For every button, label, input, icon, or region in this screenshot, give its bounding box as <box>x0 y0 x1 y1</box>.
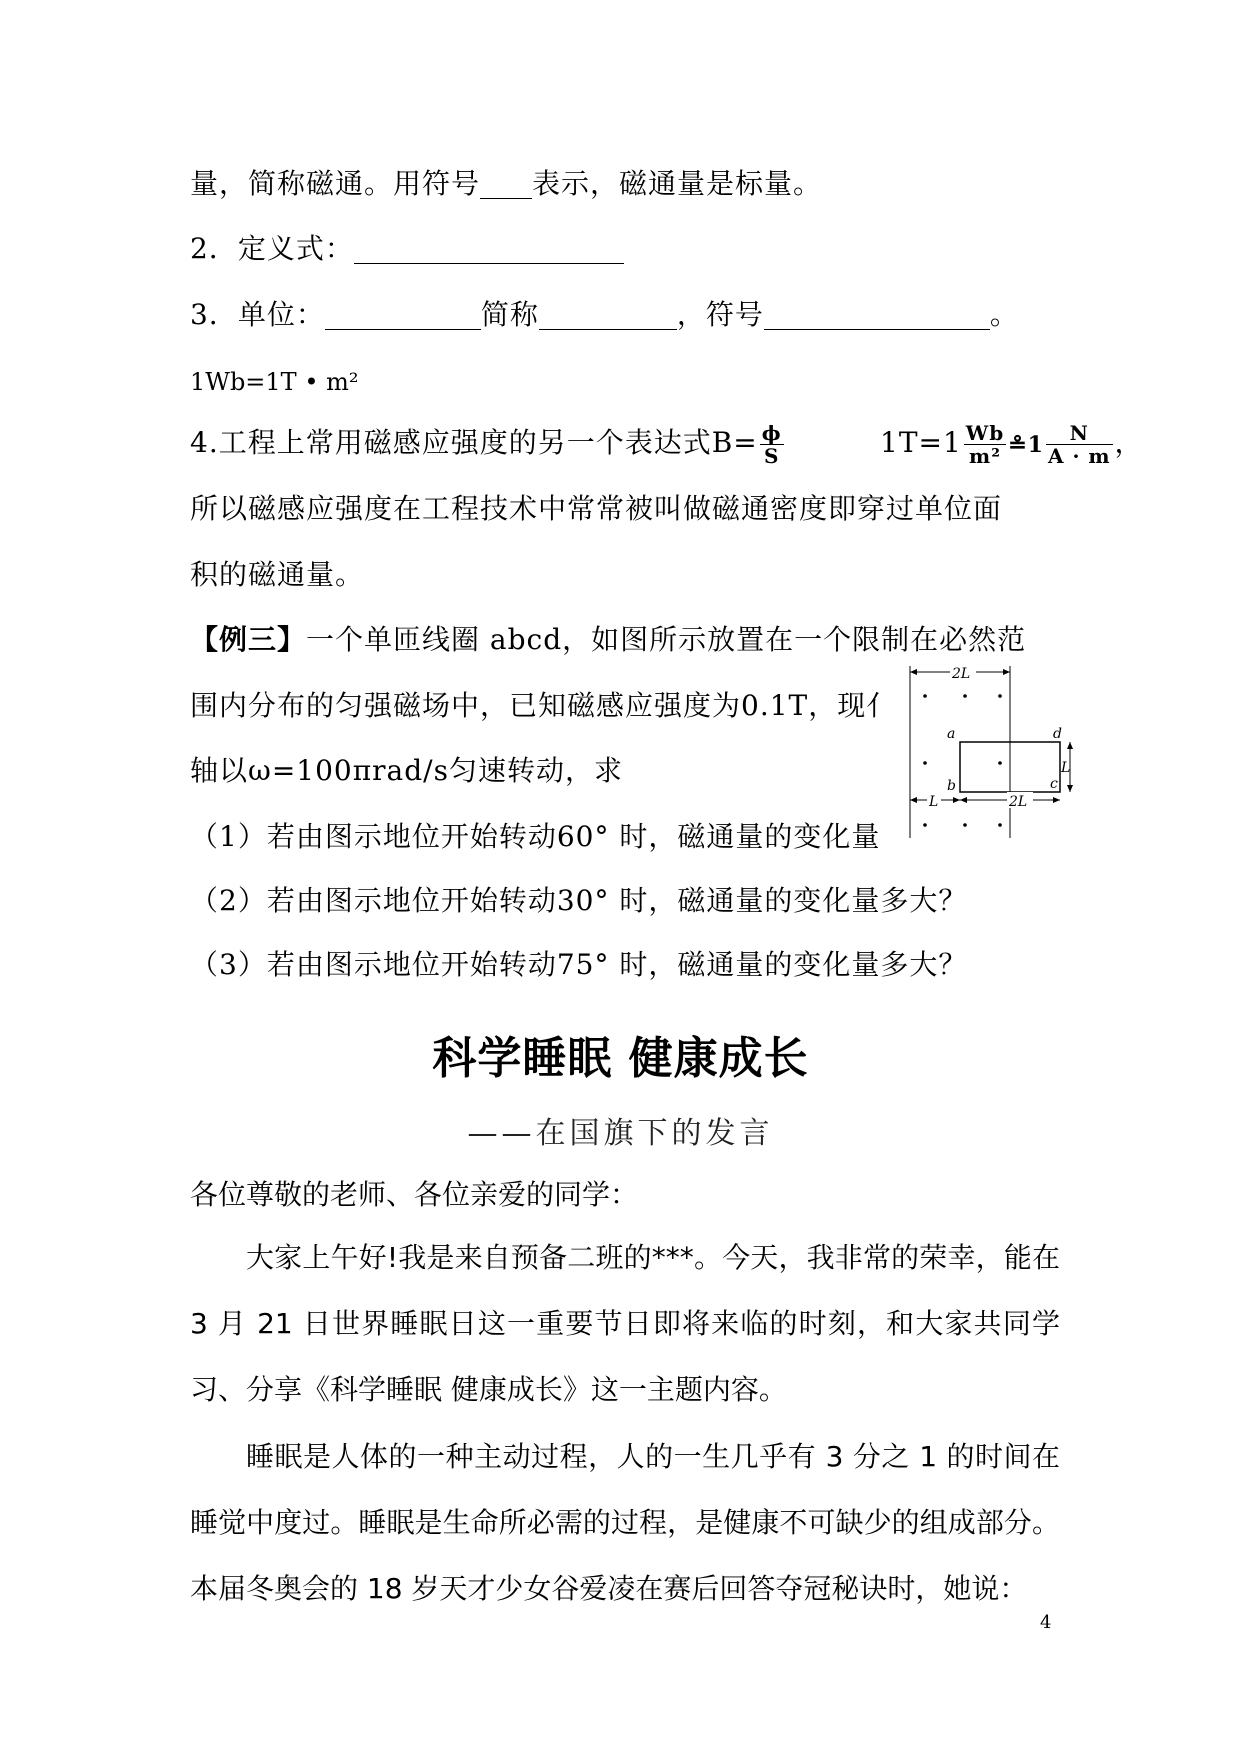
question-1: （1）若由图示地位开始转动60° 时，磁通量的变化量 <box>190 820 881 853</box>
speech-greeting: 各位尊敬的老师、各位亲爱的同学： <box>190 1178 639 1211</box>
label-2l-top: 2L <box>952 666 971 682</box>
flux-intro-text-end: 表示，磁通量是标量。 <box>532 167 823 200</box>
speech-paragraph-1: 大家上午好!我是来自预备二班的***。今天，我非常的荣幸，能在 3 月 21 日世界睡眠日这一重要节日即将来临的时刻，和大家共同学习、分享《科学睡眠 健康成长》这一主题内容。 <box>190 1241 1060 1406</box>
label-2l-bottom: 2L <box>1009 794 1028 810</box>
unit-symbol-blank <box>764 299 990 330</box>
unit-line <box>190 295 1019 335</box>
unit-blank <box>325 299 481 330</box>
item4-text: 4.工程上常用磁感应强度的另一个表达式B= <box>190 426 758 459</box>
field-dot <box>963 823 967 827</box>
flux-density-line: 所以磁感应强度在工程技术中常常被叫做磁通密度即穿过单位面 <box>190 492 1003 525</box>
tesla-relation-mid: ≗1 <box>1008 432 1044 458</box>
field-dot <box>923 694 927 698</box>
n-fraction-num: N <box>1046 422 1113 445</box>
unit-label: 3．单位： <box>190 298 325 331</box>
definition-label: 2．定义式： <box>190 232 354 265</box>
unit-symbol-label: ，符号 <box>676 298 764 331</box>
field-dot <box>998 761 1002 765</box>
page-number: 4 <box>1040 1612 1052 1633</box>
label-d: d <box>1053 726 1062 742</box>
label-l-right: L <box>1061 760 1071 776</box>
unit-abbr-blank <box>539 299 677 330</box>
field-dot <box>998 823 1002 827</box>
label-b: b <box>947 778 956 794</box>
flux-intro-text: 量，简称磁通。用符号 <box>190 167 481 200</box>
b-fraction-num: ϕ <box>761 421 782 445</box>
speech-title: 科学睡眠 健康成长 <box>432 1033 809 1084</box>
wb-fraction-num: Wb <box>965 421 1005 445</box>
wb-fraction-den: m² <box>969 444 1001 468</box>
wb-relation: 1Wb=1T • m² <box>190 368 359 396</box>
tesla-relation-post: ， <box>1114 426 1144 459</box>
item4-line <box>190 422 786 467</box>
label-a: a <box>947 726 956 742</box>
example-line-1 <box>190 620 1026 660</box>
field-dot <box>923 823 927 827</box>
example-line-3: 轴以ω=100πrad/s匀速转动，求 <box>190 754 623 787</box>
n-fraction-den: A · m <box>1047 444 1111 468</box>
field-dot <box>998 694 1002 698</box>
speech-subtitle: ——在国旗下的发言 <box>467 1116 774 1151</box>
unit-abbr-label: 简称 <box>480 298 539 331</box>
question-2: （2）若由图示地位开始转动30° 时，磁通量的变化量多大？ <box>190 884 968 917</box>
tesla-relation-pre: 1T=1 <box>880 426 962 459</box>
example-line-2: 围内分布的匀强磁场中，已知磁感应强度为0.1T，现亻 <box>190 689 896 722</box>
tesla-relation <box>880 422 1144 467</box>
flux-intro-line <box>190 164 822 204</box>
definition-blank <box>354 233 624 264</box>
example-text-1: 一个单匝线圈 abcd，如图所示放置在一个限制在必然范 <box>306 623 1027 656</box>
n-fraction <box>1046 422 1113 467</box>
field-dot <box>923 761 927 765</box>
coil-field-figure <box>895 660 1095 860</box>
wb-fraction <box>964 422 1006 467</box>
flux-density-line-end: 积的磁通量。 <box>190 558 365 591</box>
label-c: c <box>1050 776 1058 792</box>
unit-end: 。 <box>989 298 1019 331</box>
b-fraction-den: S <box>763 444 780 468</box>
field-dot <box>963 694 967 698</box>
speech-paragraph-2: 睡眠是人体的一种主动过程，人的一生几乎有 3 分之 1 的时间在睡觉中度过。睡眠是生命所必需的过程，是健康不可缺少的组成部分。本届冬奥会的 18 岁天才少女谷爱凌在赛后回答夺冠秘诀时，她说： <box>190 1440 1060 1605</box>
symbol-blank <box>480 168 532 199</box>
label-l-left: L <box>929 794 939 810</box>
definition-line <box>190 229 624 269</box>
example-label: 【例三】 <box>190 623 307 656</box>
b-fraction <box>760 422 784 467</box>
question-3: （3）若由图示地位开始转动75° 时，磁通量的变化量多大？ <box>190 948 968 981</box>
